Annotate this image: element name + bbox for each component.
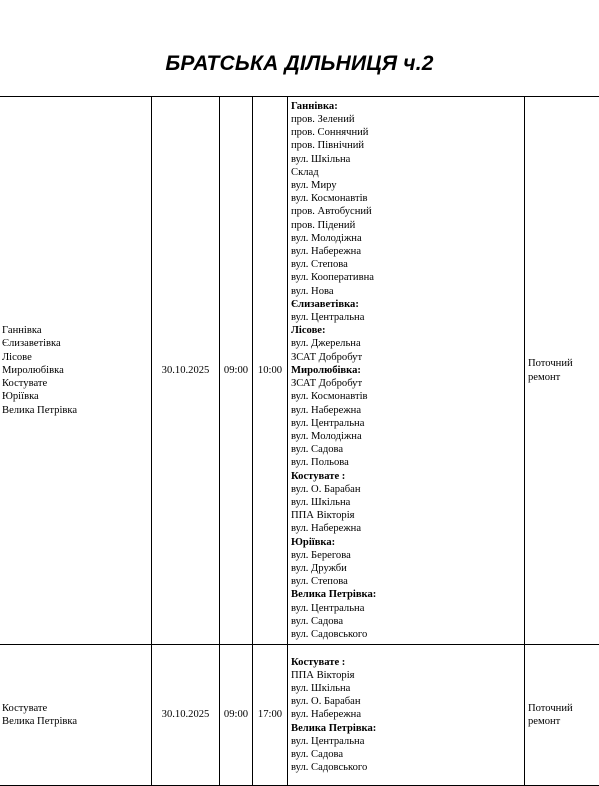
settlement-name: Лісове <box>2 351 148 364</box>
street-item: вул. Центральна <box>291 311 521 324</box>
street-item: ППА Вікторія <box>291 509 521 522</box>
street-item: вул. О. Барабан <box>291 695 521 708</box>
street-item: пров. Автобусний <box>291 205 521 218</box>
work-type-text: Поточний <box>528 702 598 715</box>
village-heading: Велика Петрівка: <box>291 722 521 735</box>
settlement-name: Єлизаветівка <box>2 337 148 350</box>
settlement-name: Велика Петрівка <box>2 404 148 417</box>
street-item: вул. Садовського <box>291 761 521 774</box>
street-item: вул. Набережна <box>291 522 521 535</box>
village-heading: Юріївка: <box>291 536 521 549</box>
street-item: вул. Центральна <box>291 735 521 748</box>
street-item: вул. Набережна <box>291 404 521 417</box>
street-item: вул. Центральна <box>291 602 521 615</box>
street-item: вул. Степова <box>291 258 521 271</box>
settlement-name: Велика Петрівка <box>2 715 148 728</box>
street-item: вул. Польова <box>291 456 521 469</box>
settlement-name: Миролюбівка <box>2 364 148 377</box>
street-item: вул. Космонавтів <box>291 390 521 403</box>
settlement-name: Юріївка <box>2 390 148 403</box>
street-item: вул. Садова <box>291 748 521 761</box>
work-type-text: Поточний <box>528 357 598 370</box>
village-heading: Ганнівка: <box>291 100 521 113</box>
addresses-cell <box>288 645 525 786</box>
street-item: вул. Степова <box>291 575 521 588</box>
settlement-name: Ганнівка <box>2 324 148 337</box>
village-heading: Лісове: <box>291 324 521 337</box>
street-item: вул. Берегова <box>291 549 521 562</box>
street-item: вул. Кооперативна <box>291 271 521 284</box>
street-item: ППА Вікторія <box>291 669 521 682</box>
street-item: ЗСАТ Добробут <box>291 351 521 364</box>
street-item: вул. Джерельна <box>291 337 521 350</box>
village-heading: Костувате : <box>291 656 521 669</box>
street-item: пров. Північний <box>291 139 521 152</box>
street-item: ЗСАТ Добробут <box>291 377 521 390</box>
street-item: вул. Дружби <box>291 562 521 575</box>
street-item: вул. О. Барабан <box>291 483 521 496</box>
street-item: вул. Шкільна <box>291 153 521 166</box>
village-heading: Миролюбівка: <box>291 364 521 377</box>
street-item: пров. Підений <box>291 219 521 232</box>
street-item: вул. Молодіжна <box>291 232 521 245</box>
street-item: вул. Садовського <box>291 628 521 641</box>
work-type-text: ремонт <box>528 371 598 384</box>
settlements-cell <box>0 97 152 645</box>
village-heading: Костувате : <box>291 470 521 483</box>
street-item: пров. Соннячний <box>291 126 521 139</box>
street-item: вул. Садова <box>291 443 521 456</box>
street-item: вул. Миру <box>291 179 521 192</box>
outage-schedule-table <box>0 96 599 786</box>
end-time-cell: 17:00 <box>253 645 288 786</box>
street-item: вул. Космонавтів <box>291 192 521 205</box>
settlement-name: Костувате <box>2 702 148 715</box>
date-cell: 30.10.2025 <box>152 645 220 786</box>
settlement-name: Костувате <box>2 377 148 390</box>
start-time-cell: 09:00 <box>220 645 253 786</box>
street-item: вул. Шкільна <box>291 496 521 509</box>
village-heading: Єлизаветівка: <box>291 298 521 311</box>
end-time-cell: 10:00 <box>253 97 288 645</box>
work-type-cell <box>525 97 599 645</box>
street-item: пров. Зелений <box>291 113 521 126</box>
work-type-cell <box>525 645 599 786</box>
street-item: вул. Шкільна <box>291 682 521 695</box>
table-row <box>0 97 599 645</box>
start-time-cell: 09:00 <box>220 97 253 645</box>
settlements-cell <box>0 645 152 786</box>
street-item: Склад <box>291 166 521 179</box>
street-item: вул. Нова <box>291 285 521 298</box>
street-item: вул. Набережна <box>291 245 521 258</box>
street-item: вул. Садова <box>291 615 521 628</box>
street-item: вул. Центральна <box>291 417 521 430</box>
addresses-cell <box>288 97 525 645</box>
street-item: вул. Молодіжна <box>291 430 521 443</box>
village-heading: Велика Петрівка: <box>291 588 521 601</box>
table-row <box>0 645 599 786</box>
date-cell: 30.10.2025 <box>152 97 220 645</box>
page-title: БРАТСЬКА ДІЛЬНИЦЯ ч.2 <box>0 52 599 76</box>
work-type-text: ремонт <box>528 715 598 728</box>
street-item: вул. Набережна <box>291 708 521 721</box>
